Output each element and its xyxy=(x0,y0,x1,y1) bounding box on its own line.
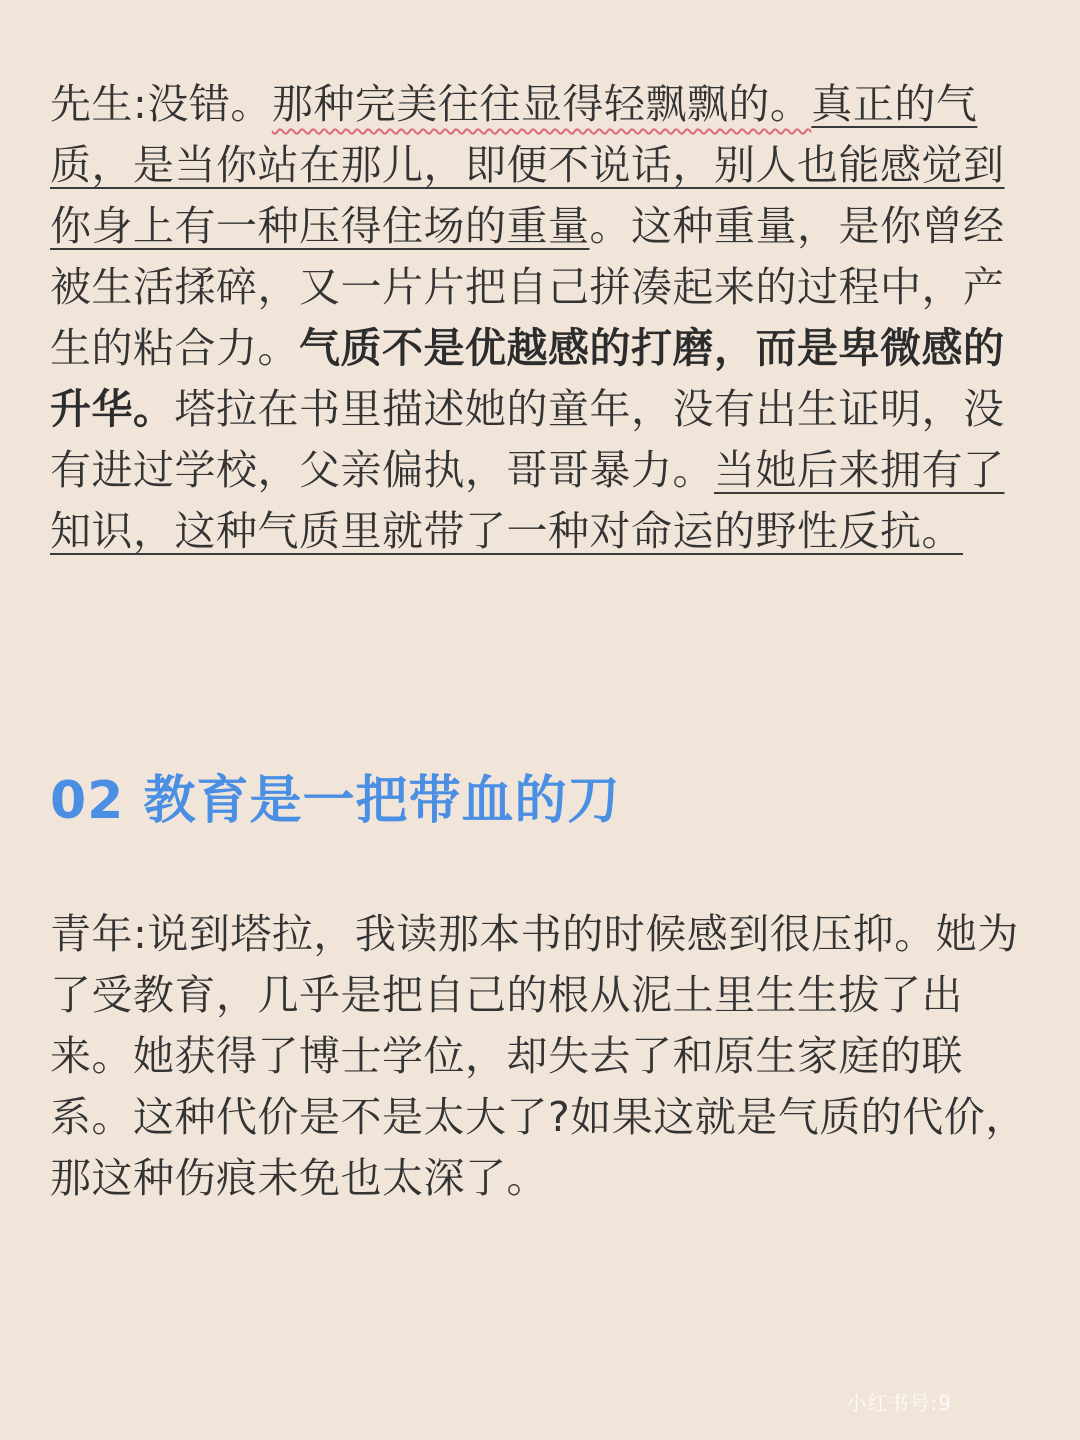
wavy-highlight-text: 那种完美往往显得轻飘飘的。 xyxy=(271,80,812,128)
speaker-text: 先生:没错。 xyxy=(50,80,272,128)
plain-text-2: 塔拉在书里描述她的童年，没有出生证明，没有进过学校，父亲偏执，哥哥暴力。 xyxy=(50,385,1005,494)
dialogue-paragraph-2: 青年:说到塔拉，我读那本书的时候感到很压抑。她为了受教育，几乎是把自己的根从泥土里生生拔了出来。她获得了博士学位，却失去了和原生家庭的联系。这种代价是不是太大了?如果这就是气质的代价，那这种伤痕未免也太深了。 xyxy=(50,910,1027,1202)
bold-emphasis-text: 气质不是优越感的打磨，而是卑微感的升华。 xyxy=(50,324,1005,433)
watermark: 小红书号:9 xyxy=(846,1391,952,1415)
underlined-text-2: 当她后来拥有了知识，这种气质里就带了一种对命运的野性反抗。 xyxy=(50,446,1005,555)
plain-text-1: 。这种重量，是你曾经被生活揉碎，又一片片把自己拼凑起来的过程中，产生的粘合力。 xyxy=(50,202,1005,372)
underlined-text-1: 真正的气质，是当你站在那儿，即便不说话，别人也能感觉到你身上有一种压得住场的重量 xyxy=(50,80,1005,250)
dialogue-paragraph-1 xyxy=(50,74,1040,562)
section-heading: 02 教育是一把带血的刀 xyxy=(50,771,621,831)
